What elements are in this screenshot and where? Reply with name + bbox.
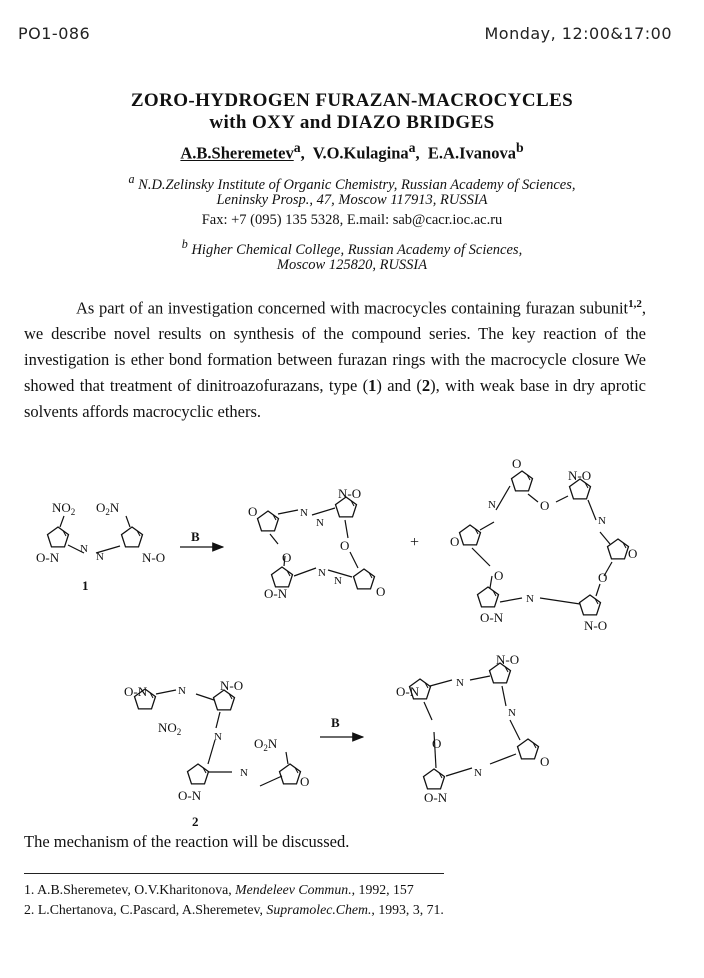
- author-name: E.A.Ivanova: [427, 143, 516, 163]
- azo-label: N: [300, 507, 308, 519]
- paper-subtitle: with OXY and DIAZO BRIDGES: [209, 112, 495, 133]
- furazan-ring: [258, 511, 279, 531]
- ring-atom-label: O-N: [178, 788, 202, 803]
- furazan-ring: [122, 527, 143, 547]
- azo-label: N: [178, 685, 186, 697]
- ring-atom-label: O-N: [480, 610, 504, 625]
- ring-atom-label: O-N: [396, 684, 420, 699]
- affiliation-a-line1: $^a$ N.D.Zelinsky Institute of Organic Chemistry, Russian Academy of Sciences,: [128, 172, 576, 193]
- ether-oxygen-label: O: [432, 736, 442, 751]
- ring-atom-label: O: [300, 774, 310, 789]
- ether-oxygen-label: O: [494, 568, 504, 583]
- azo-label: N: [240, 767, 248, 779]
- furazan-ring: [580, 595, 601, 615]
- nitro-group-label: $O_2N$: [96, 500, 120, 517]
- compound-ref: 2: [421, 375, 431, 395]
- compound-number-1: 1: [82, 578, 89, 593]
- ring-atom-label: N-O: [584, 618, 608, 633]
- ether-oxygen-label: O: [540, 498, 550, 513]
- affiliation-b-line2: Moscow 125820, RUSSIA: [276, 257, 428, 273]
- furazan-ring: [354, 569, 375, 589]
- azo-label: N: [80, 543, 88, 555]
- plus-sign: +: [410, 534, 420, 551]
- ring-atom-label: O: [248, 504, 258, 519]
- furazan-ring: [518, 739, 539, 759]
- azo-label: N: [474, 767, 482, 779]
- author-name: A.B.Sheremetev: [180, 143, 294, 163]
- author-affil-mark: a: [408, 140, 416, 155]
- affiliation-a-contact: Fax: +7 (095) 135 5328, E.mail: sab@cacr.ioc.ac.ru: [201, 212, 503, 228]
- author-name: V.O.Kulagina: [312, 143, 409, 163]
- reference-list: [24, 880, 444, 920]
- ether-oxygen-label: O: [598, 570, 608, 585]
- furazan-ring: [280, 764, 301, 784]
- ring-atom-label: N-O: [568, 468, 592, 483]
- ring-atom-label: O-N: [124, 684, 148, 699]
- furazan-ring: [460, 525, 481, 545]
- nitro-group-label: $NO_2$: [52, 500, 76, 517]
- reagent-label: B: [191, 529, 200, 544]
- furazan-ring: [608, 539, 629, 559]
- azo-label: N: [334, 575, 342, 587]
- poster-code: PO1-086: [18, 24, 91, 43]
- reference-item: 2. L.Chertanova, C.Pascard, A.Sheremetev, Supramolec.Chem., 1993, 3, 71.: [24, 902, 444, 917]
- furazan-ring: [48, 527, 69, 547]
- nitro-group-label: $O_2N$: [254, 736, 278, 753]
- furazan-ring: [424, 769, 445, 789]
- azo-label: N: [318, 567, 326, 579]
- azo-label: N: [96, 551, 104, 563]
- compound-ref: 1: [368, 375, 377, 395]
- ring-atom-label: N-O: [220, 678, 244, 693]
- closing-sentence: The mechanism of the reaction will be discussed.: [24, 832, 350, 851]
- affiliation-b-line1: $^b$ Higher Chemical College, Russian Academy of Sciences,: [181, 237, 523, 258]
- azo-label: N: [316, 517, 324, 529]
- abstract-paragraph: As part of an investigation concerned with macrocycles containing furazan subunit$^{1,2}$, we describe novel results on synthesis of the compound series. The key reaction of the investigation is ether bond formation between furazan rings with the macrocycle closure We showed that treatment of dinitroazofurazans, type (1) and (2), with weak base in dry aprotic solvents affords macrocyclic ethers.: [24, 298, 646, 421]
- session-time: Monday, 12:00&17:00: [484, 24, 672, 43]
- affiliation-a-line2: Leninsky Prosp., 47, Moscow 117913, RUSSIA: [216, 192, 488, 208]
- ring-atom-label: O-N: [424, 790, 448, 805]
- ring-atom-label: N-O: [338, 486, 362, 501]
- azo-label: N: [214, 731, 222, 743]
- ring-atom-label: O-N: [264, 586, 288, 601]
- azo-label: N: [508, 707, 516, 719]
- furazan-ring: [188, 764, 209, 784]
- furazan-ring: [478, 587, 499, 607]
- azo-label: N: [488, 499, 496, 511]
- footnote-divider: [24, 873, 444, 874]
- azo-label: N: [456, 677, 464, 689]
- azo-label: N: [598, 515, 606, 527]
- ether-oxygen-label: O: [282, 550, 292, 565]
- author-affil-mark: a: [293, 140, 301, 155]
- ring-atom-label: N-O: [496, 652, 520, 667]
- ring-atom-label: O: [540, 754, 550, 769]
- affiliation-mark: a: [128, 172, 135, 186]
- ring-atom-label: O: [450, 534, 460, 549]
- paper-title: ZORO-HYDROGEN FURAZAN-MACROCYCLES: [130, 90, 574, 111]
- ring-atom-label: N-O: [142, 550, 166, 565]
- furazan-ring: [512, 471, 533, 491]
- nitro-group-label: $NO_2$: [158, 720, 182, 737]
- reference-item: 1. A.B.Sheremetev, O.V.Kharitonova, Mendeleev Commun., 1992, 157: [24, 882, 414, 897]
- affiliation-mark: b: [181, 237, 188, 251]
- ring-atom-label: O: [376, 584, 386, 599]
- ether-oxygen-label: O: [340, 538, 350, 553]
- ring-atom-label: O: [512, 456, 522, 471]
- reagent-label: B: [331, 715, 340, 730]
- reference-mark: 1,2: [628, 298, 642, 310]
- ring-atom-label: O-N: [36, 550, 60, 565]
- reaction-scheme: [0, 450, 704, 830]
- azo-label: N: [526, 593, 534, 605]
- author-list: A.B.Sheremetev$^a$, V.O.Kulagina$^a$, E.A.Ivanova$^b$: [180, 140, 524, 163]
- compound-number-2: 2: [192, 814, 199, 829]
- furazan-ring: [272, 567, 293, 587]
- ring-atom-label: O: [628, 546, 638, 561]
- author-affil-mark: b: [515, 140, 524, 155]
